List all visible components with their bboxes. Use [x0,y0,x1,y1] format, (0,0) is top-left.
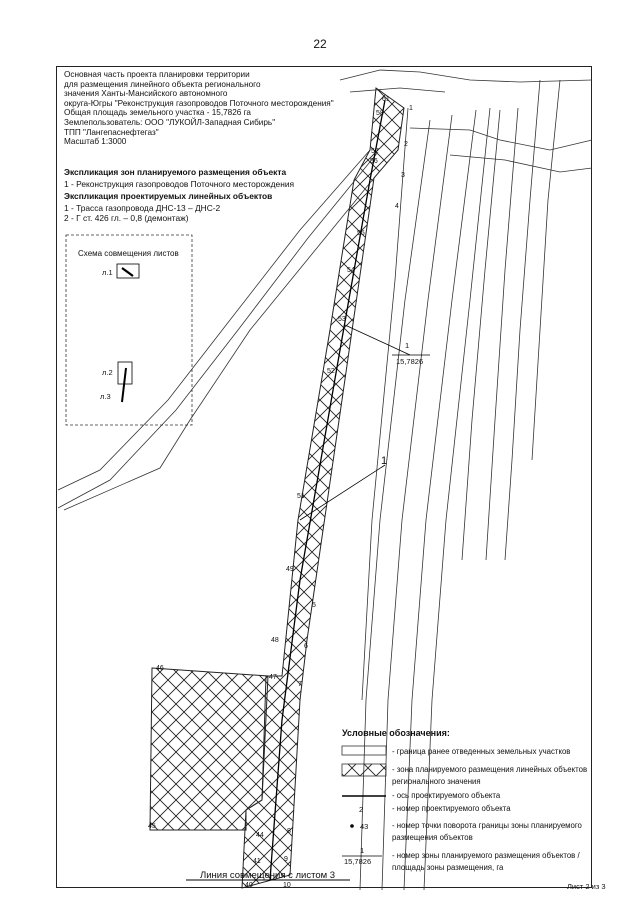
point-label: 2 [404,141,408,148]
legend-item: - ось проектируемого объекта [392,791,501,800]
zones-title: Экспликация зон планируемого размещения объекта [64,167,287,177]
header-line: Общая площадь земельного участка - 15,7826 га [64,108,251,118]
point-label: 40 [245,882,253,889]
header-line: Основная часть проекта планировки территории [64,70,250,79]
point-label: 1 [409,105,413,112]
legend-zone-num-sample: 1 [360,846,365,855]
point-label: 54 [347,267,355,274]
legend-zone-area-sample: 15,7826 [344,857,372,866]
zone-area: 15,7826 [396,357,424,366]
scheme-sheet2-label: л.2 [102,368,113,377]
legend-object-number-sample: 2 [359,805,364,814]
objects-item: 2 - Г ст. 426 гл. – 0,8 (демонтаж) [64,213,189,223]
point-label: 10 [283,882,291,889]
legend-swatch-zone [342,764,386,776]
point-label: 58 [376,110,384,117]
point-label: 57 [371,148,379,155]
objects-title: Экспликация проектируемых линейных объектов [64,191,273,201]
header-line: ТПП "Лангепаснефтегаз" [64,127,159,137]
zone-number: 1 [405,341,410,350]
point-label: 45 [148,823,156,830]
point-label: 46 [156,665,164,672]
point-label: 52 [327,368,335,375]
legend-item: - зона планируемого размещения линейных объектов регионального значения [392,765,588,786]
point-label: 44 [256,832,264,839]
legend-item: - номер точки поворота границы зоны планируемого размещения объектов [392,821,582,842]
header-line: Масштаб 1:3000 [64,137,127,147]
join-line-label: Линия совмещения с листом 3 [200,870,336,881]
scheme-title: Схема совмещения листов [78,249,179,258]
point-label: 56 [370,158,378,165]
scheme-sheet1-label: л.1 [102,268,113,277]
zones-item: 1 - Реконструкция газопроводов Поточного месторождения [64,179,295,189]
legend-item: - номер проектируемого объекта [392,804,511,813]
header-line: Землепользователь: ООО "ЛУКОЙЛ-Западная Сибирь" [64,117,276,127]
legend-item: - граница ранее отведенных земельных участков [392,747,571,756]
legend-item: - номер зоны планируемого размещения объектов /площадь зоны размещения, га [392,851,580,872]
planned-zone-block [150,668,268,830]
point-label: 47 [269,674,277,681]
point-label: 53 [338,316,346,323]
page-number: 22 [313,37,327,51]
point-label: 51 [297,493,305,500]
point-label: 9 [284,856,288,863]
header-block [64,70,354,147]
scheme-sheet3-label: л.3 [100,392,111,401]
header-line: значения Ханты-Мансийского автономного [64,89,228,99]
point-label: 8 [287,828,291,835]
object-number: 1 [381,455,388,467]
point-label: 7 [298,681,302,688]
point-label: 3 [401,172,405,179]
legend-title: Условные обозначения: [342,728,450,738]
point-label: 61 [382,96,390,103]
point-label: 4 [395,203,399,210]
point-label: 49 [286,566,294,573]
objects-item: 1 - Трасса газопровода ДНС-13 – ДНС-2 [64,203,221,213]
point-label: 6 [304,643,308,650]
header-line: округа-Югры "Реконструкция газопроводов Поточного месторождения" [64,98,334,108]
header-line: для размещения линейного объекта регионального [64,79,261,89]
point-label: 41 [253,858,261,865]
sheet-number: Лист 2 из 3 [567,882,606,891]
point-label: 55 [357,230,365,237]
point-label: 5 [312,602,316,609]
legend-point-sample: 43 [360,822,369,831]
sheet-scheme-box [66,235,192,425]
legend-swatch-point [350,824,354,828]
point-label: 48 [271,637,279,644]
